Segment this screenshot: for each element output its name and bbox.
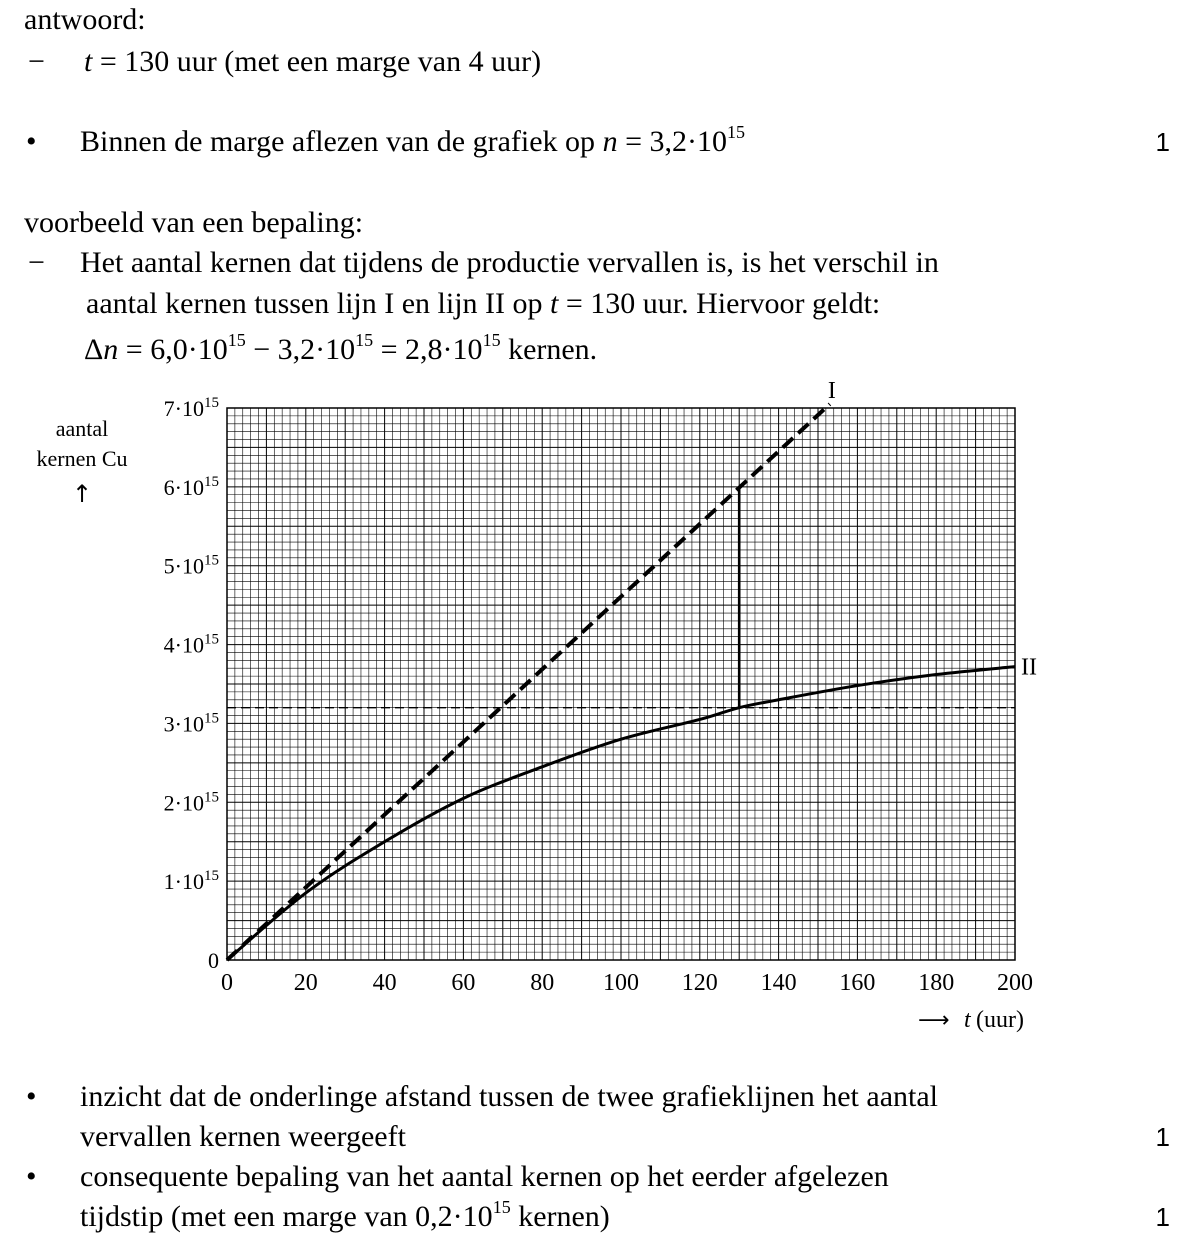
antwoord-heading [0,0,1182,40]
grid-major [227,408,1015,960]
criterion-3-text-2: tijdstip (met een marge van $0,2\cdot 10^{15}$ kernen) [80,1196,610,1233]
criterion-3-text-1: consequente bepaling van het aantal kernen op het eerder afgelezen [80,1160,889,1193]
x-tick-label: 140 [760,970,797,996]
x-axis-unit: (uur) [976,1007,1024,1033]
x-tick-label: 180 [918,970,955,996]
y-tick-label: $1\cdot 10^{15}$ [163,868,219,895]
answer-text: t = 130 uur (met een marge van 4 uur) [84,45,542,78]
y-tick-labels [164,395,219,973]
x-axis-arrow: ⟶ [918,1008,950,1033]
x-tick-label: 40 [372,970,397,996]
x-tick-label: 120 [681,970,718,996]
y-axis-label-line2: kernen Cu [36,446,128,471]
example-line-1 [0,243,1182,283]
x-axis-var: t [964,1007,971,1033]
x-tick-label: 200 [997,970,1033,996]
bullet-marker: • [26,1080,37,1113]
x-tick-label: 60 [451,970,476,996]
criterion-2-score: 1 [1155,1122,1170,1152]
example-text-1: Het aantal kernen dat tijdens de productie vervallen is, is het verschil in [80,246,939,279]
criterion-2-line-1 [0,1077,1182,1117]
formula-text: $\Delta n = 6,0\cdot 10^{15} - 3,2\cdot 10^{15} = 2,8\cdot 10^{15}$ kernen. [84,329,598,366]
criterion-3-line-1 [0,1157,1182,1197]
bullet-marker: • [26,125,37,158]
bullet-marker: • [26,1160,37,1193]
x-tick-label: 100 [603,970,639,996]
decay-chart [0,380,1182,1060]
y-tick-label: $7\cdot 10^{15}$ [163,395,219,421]
criterion-2-line-2 [0,1117,1182,1157]
series-label-I: I [827,380,836,405]
x-tick-label: 0 [221,970,233,996]
example-heading [0,203,1182,243]
example-formula [0,330,1182,370]
y-axis-arrow: ↑ [71,480,93,508]
y-axis-label-line1: aantal [55,416,109,441]
criterion-1-score: 1 [1155,127,1170,157]
dash-marker: − [28,246,45,279]
y-tick-label: $2\cdot 10^{15}$ [163,789,219,816]
example-label: voorbeeld van een bepaling: [24,206,364,239]
y-tick-label: $3\cdot 10^{15}$ [163,710,219,737]
y-tick-label: $4\cdot 10^{15}$ [163,631,219,658]
criterion-1 [0,122,1182,162]
criterion-2-text-2: vervallen kernen weergeeft [80,1120,406,1153]
example-text-2: aantal kernen tussen lijn I en lijn II op t = 130 uur. Hiervoor geldt: [86,287,881,320]
x-tick-label: 80 [530,970,555,996]
x-axis-label [918,1007,1024,1033]
criterion-1-text: Binnen de marge aflezen van de grafiek op $n = 3,2\cdot 10^{15}$ [80,121,745,158]
dash-marker: − [28,45,45,78]
x-tick-label: 160 [839,970,876,996]
y-tick-label: $5\cdot 10^{15}$ [163,552,219,579]
answer-line [0,42,1182,82]
y-tick-label: $6\cdot 10^{15}$ [163,473,219,500]
antwoord-label: antwoord: [24,3,146,36]
x-tick-label: 20 [293,970,318,996]
criterion-3-line-2 [0,1197,1182,1237]
example-line-2 [0,284,1182,324]
criterion-2-text-1: inzicht dat de onderlinge afstand tussen de twee grafieklijnen het aantal [80,1080,939,1113]
series-label-II: II [1021,654,1037,681]
criterion-3-score: 1 [1155,1202,1170,1232]
y-tick-label: 0 [208,948,219,973]
x-tick-labels [221,970,1033,996]
